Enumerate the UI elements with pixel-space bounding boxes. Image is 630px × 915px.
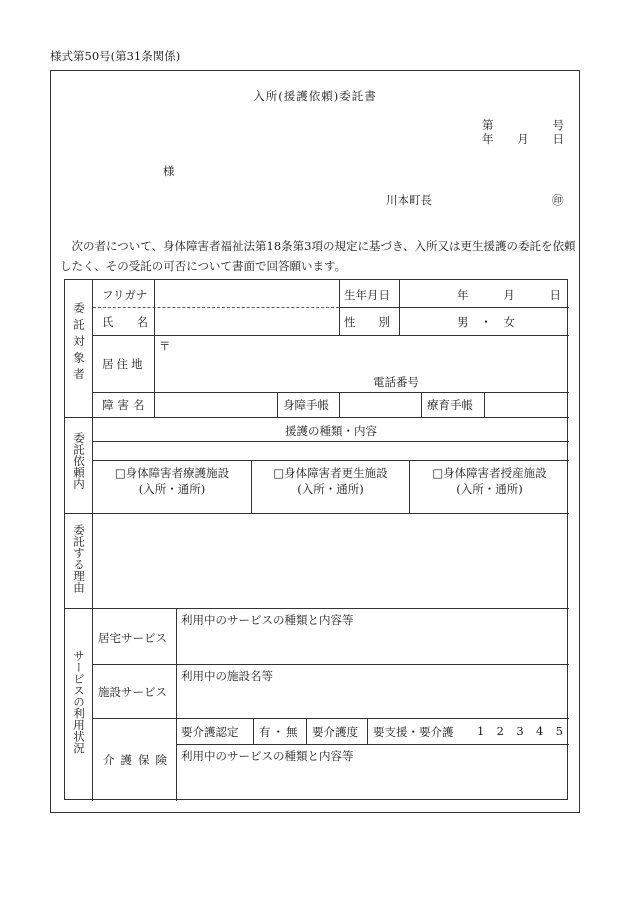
request-option-2 bbox=[252, 465, 409, 497]
intro-text: 次の者について、身体障害者福祉法第18条第3項の規定に基づき、入所又は更生援護の委託を依頼したく、その受託の可否について書面で回答願います。 bbox=[60, 239, 576, 273]
care-level-label: 要介護度 bbox=[312, 725, 358, 739]
facility-service-note: 利用中の施設名等 bbox=[181, 669, 273, 683]
care-level-numbers bbox=[477, 724, 563, 738]
option-1-sub: (入所・通所) bbox=[138, 482, 206, 496]
services-section-label: サービスの利用状況 bbox=[72, 650, 86, 754]
request-header: 援護の種類・内容 bbox=[285, 424, 377, 438]
number-suffix: 号 bbox=[552, 118, 564, 132]
care-cert-value: 有・無 bbox=[259, 725, 300, 739]
level-1: 1 bbox=[477, 724, 485, 738]
level-2: 2 bbox=[496, 724, 504, 738]
furigana-label: フリガナ bbox=[102, 288, 148, 302]
level-3: 3 bbox=[516, 724, 524, 738]
sender-name: 川本町長 bbox=[386, 193, 432, 207]
birth-month: 月 bbox=[503, 288, 515, 302]
physical-cert-label: 身障手帳 bbox=[283, 398, 329, 412]
seal-mark: ㊞ bbox=[552, 193, 564, 207]
sex-dot: ・ bbox=[480, 315, 492, 329]
care-service-note: 利用中のサービスの種類と内容等 bbox=[181, 749, 354, 763]
sex-label: 性 別 bbox=[344, 315, 390, 329]
name-label: 氏 名 bbox=[102, 315, 148, 329]
form-number: 様式第50号(第31条関係) bbox=[50, 49, 181, 63]
birth-year: 年 bbox=[457, 288, 469, 302]
home-service-note: 利用中のサービスの種類と内容等 bbox=[181, 613, 354, 627]
option-3-label: □身体障害者授産施設 bbox=[432, 466, 547, 480]
care-cert-label: 要介護認定 bbox=[181, 725, 239, 739]
care-level-value: 要支援・要介護 bbox=[373, 725, 454, 739]
application-table bbox=[64, 279, 568, 800]
home-service-label: 居宅サービス bbox=[98, 631, 167, 645]
level-4: 4 bbox=[535, 724, 544, 738]
number-prefix: 第 bbox=[482, 118, 494, 132]
birthdate-value bbox=[457, 287, 561, 303]
subject-section-label: 委託対象者 bbox=[72, 302, 86, 385]
date-year: 年 bbox=[482, 132, 494, 146]
birth-day: 日 bbox=[549, 288, 561, 302]
document-title: 入所(援護依頼)委託書 bbox=[253, 89, 377, 103]
recipient-suffix: 様 bbox=[163, 164, 175, 178]
care-insurance-label: 介護保険 bbox=[103, 753, 173, 767]
address-label: 居住地 bbox=[102, 357, 146, 371]
level-5: 5 bbox=[555, 724, 563, 738]
request-section-label: 委託依頼内 bbox=[72, 432, 86, 490]
rehab-cert-label: 療育手帳 bbox=[427, 398, 473, 412]
phone-label: 電話番号 bbox=[373, 375, 419, 389]
date-line bbox=[482, 131, 564, 147]
birthdate-label: 生年月日 bbox=[344, 288, 390, 302]
disability-name-label: 障害名 bbox=[102, 398, 149, 412]
option-1-label: □身体障害者療護施設 bbox=[114, 466, 230, 480]
date-month: 月 bbox=[517, 132, 529, 146]
reason-section-label: 委託する理由 bbox=[72, 524, 86, 593]
postal-mark: 〒 bbox=[159, 339, 171, 353]
option-2-label: □身体障害者更生施設 bbox=[273, 466, 388, 480]
sex-male: 男 bbox=[457, 315, 469, 329]
facility-service-label: 施設サービス bbox=[98, 685, 167, 699]
option-2-sub: (入所・通所) bbox=[297, 482, 364, 496]
request-option-3 bbox=[410, 465, 569, 497]
option-3-sub: (入所・通所) bbox=[456, 482, 523, 496]
date-day: 日 bbox=[552, 132, 564, 146]
sex-female: 女 bbox=[503, 315, 515, 329]
sex-value bbox=[457, 314, 515, 330]
request-option-1 bbox=[93, 465, 251, 497]
